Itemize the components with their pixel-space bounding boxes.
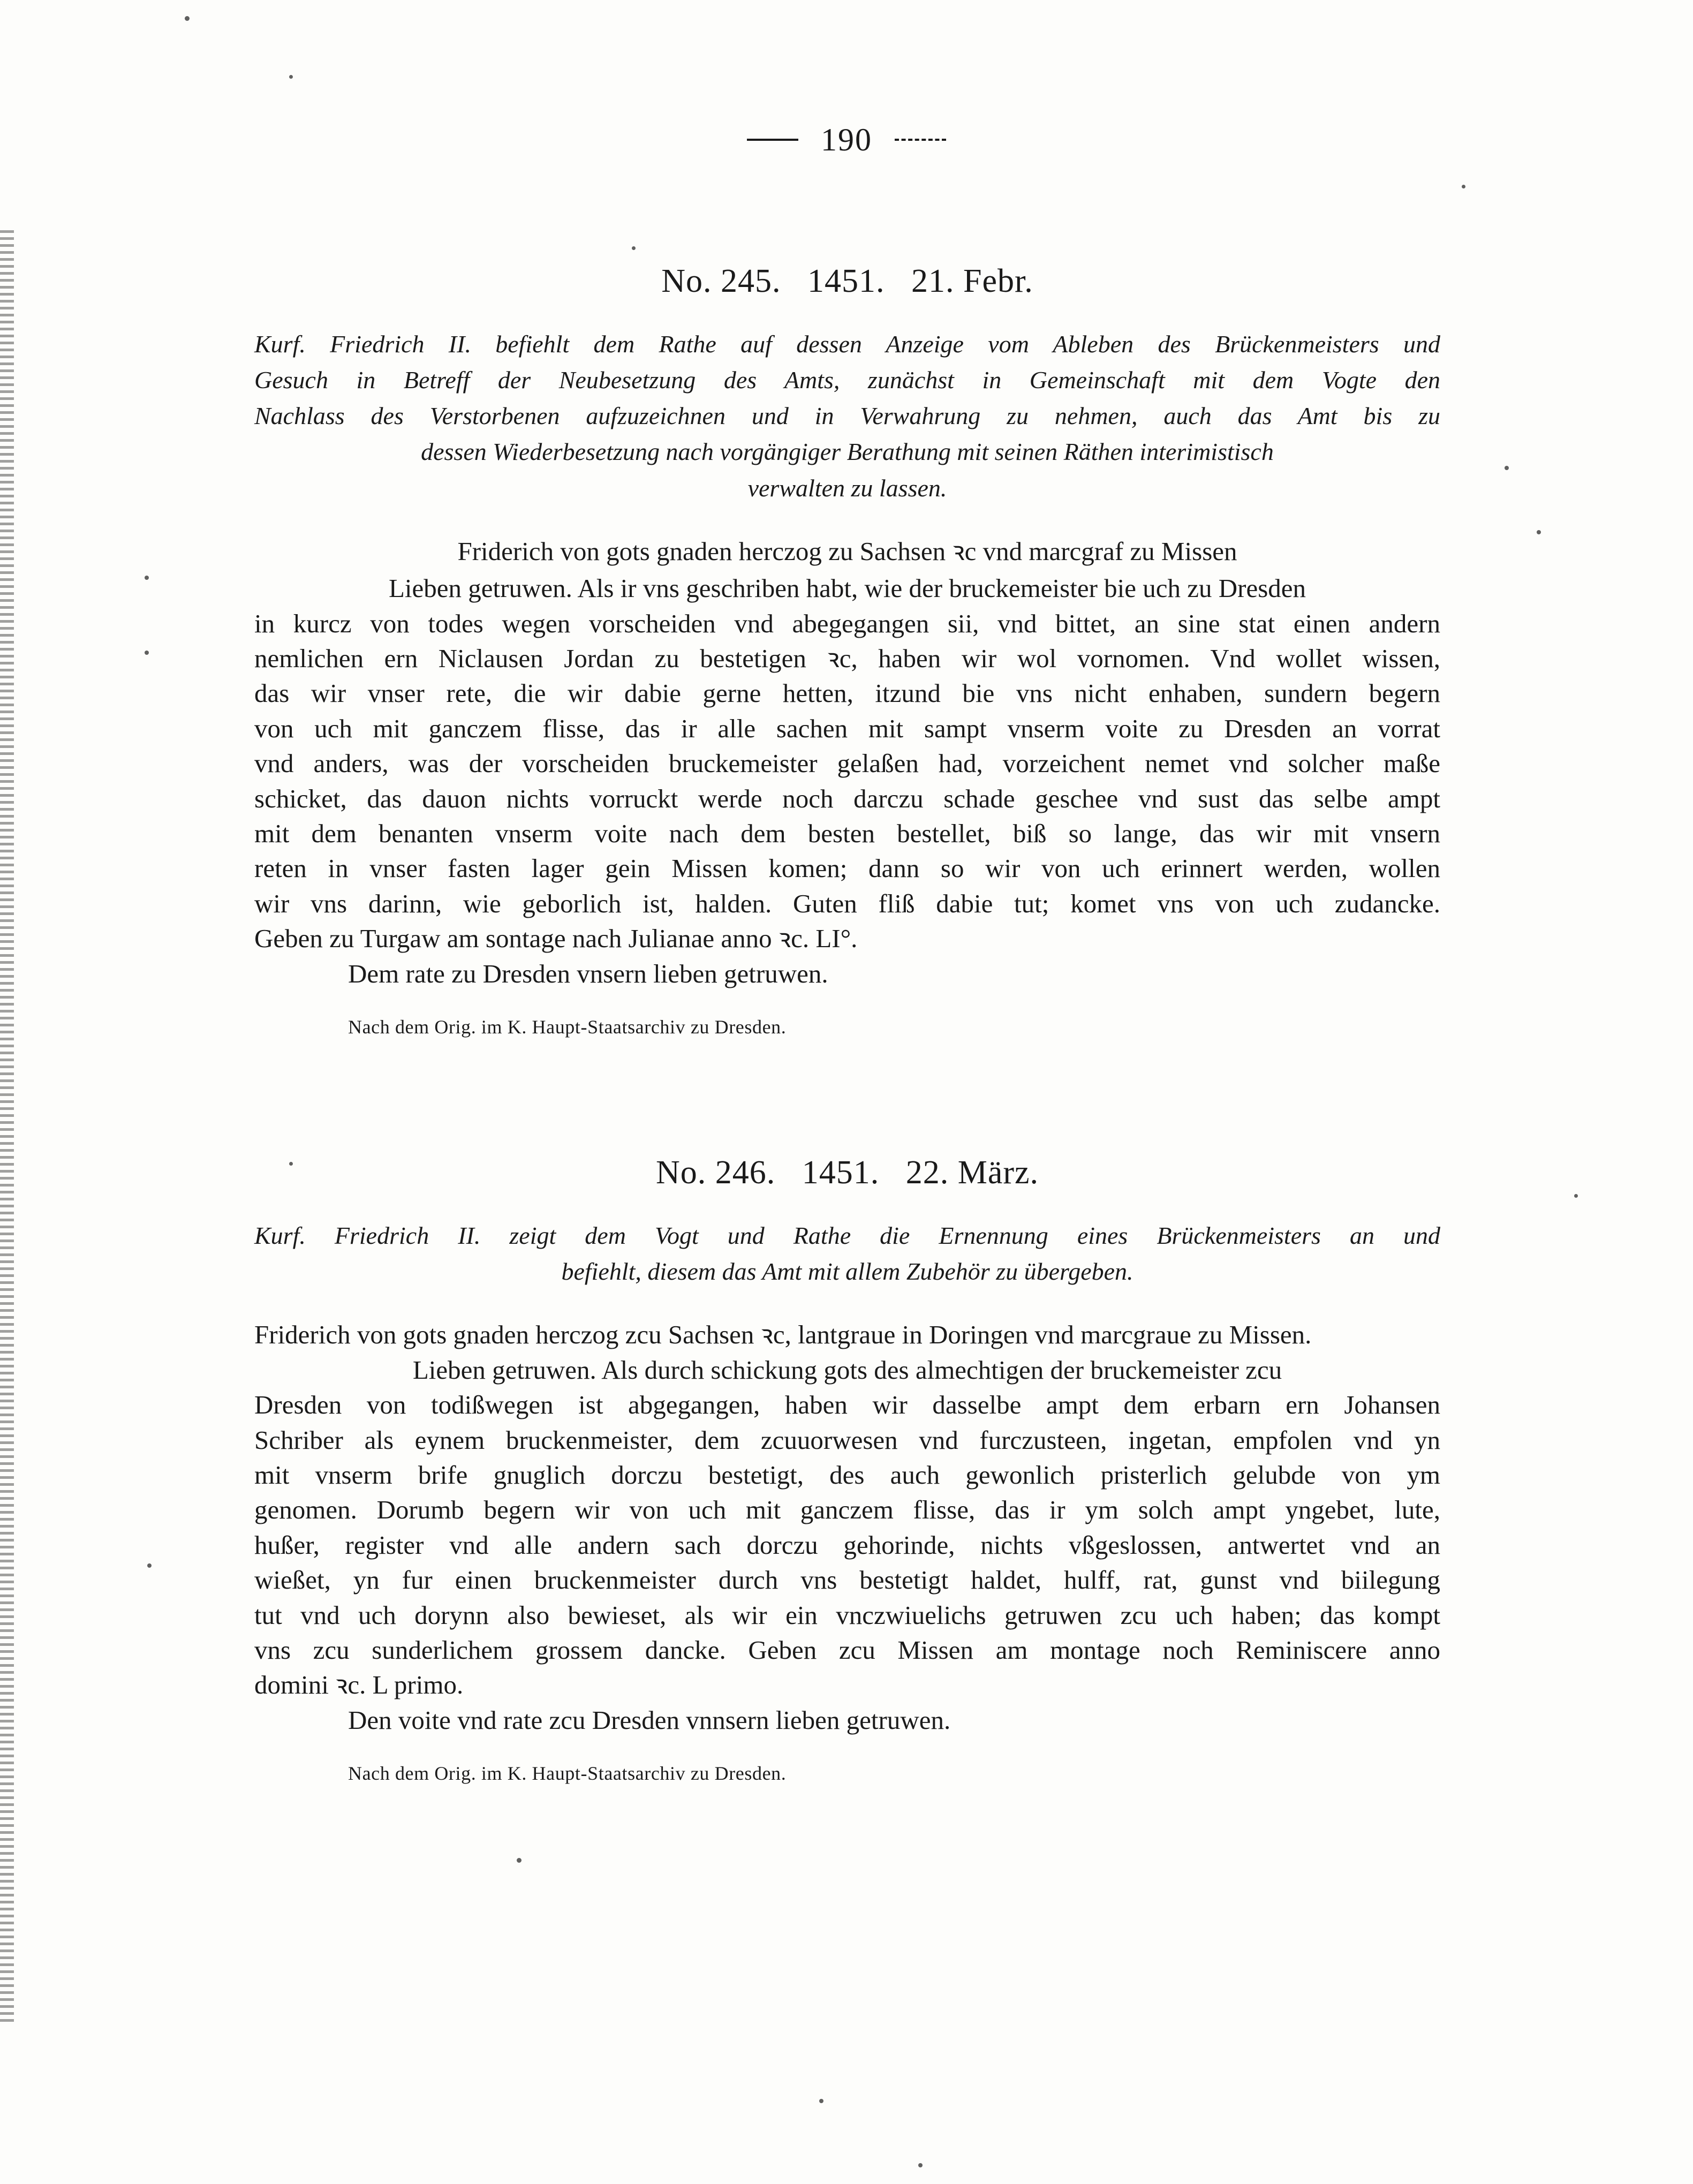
document-address-line: Den voite vnd rate zcu Dresden vnnsern lieben getruwen. (348, 1705, 951, 1735)
body-line: genomen. Dorumb begern wir von uch mit ganczem flisse, das ir ym solch ampt yngebet, lute, (254, 1495, 1440, 1525)
rule-left-decoration (747, 139, 798, 141)
body-line: reten in vnser fasten lager gein Missen komen; dann so wir von uch erinnert werden, wollen (254, 853, 1440, 883)
rule-right-decoration (895, 139, 946, 141)
regest-line: befiehlt, diesem das Amt mit allem Zubehör zu übergeben. (561, 1258, 1133, 1286)
body-line: in kurcz von todes wegen vorscheiden vnd abegegangen sii, vnd bittet, an sine stat einen andern (254, 608, 1440, 638)
regest-line: dessen Wiederbesetzung nach vorgängiger Berathung mit seinen Räthen interimistisch (421, 438, 1274, 466)
document-source-note: Nach dem Orig. im K. Haupt-Staatsarchiv zu Dresden. (348, 1763, 787, 1785)
document-entry-245 (254, 262, 1440, 1038)
body-line: Schriber als eynem bruckenmeister, dem zcuuorwesen vnd furczusteen, ingetan, empfolen vnd yn (254, 1425, 1440, 1455)
body-line: von uch mit ganczem flisse, das ir alle sachen mit sampt vnserm voite zu Dresden an vorrat (254, 713, 1440, 743)
document-salutation: Friderich von gots gnaden herczog zu Sachsen ꝛc vnd marcgraf zu Missen (457, 536, 1237, 566)
regest-line: Kurf. Friedrich II. befiehlt dem Rathe auf dessen Anzeige vom Ableben des Brückenmeisters und (254, 330, 1440, 358)
body-line: nemlichen ern Niclausen Jordan zu bestetigen ꝛc, haben wir wol vornomen. Vnd wollet wissen, (254, 644, 1440, 673)
body-line: wießet, yn fur einen bruckenmeister durch vns bestetigt haldet, hulff, rat, gunst vnd biilegung (254, 1565, 1440, 1595)
document-heading: No. 245. 1451. 21. Febr. (661, 263, 1033, 299)
body-line: Geben zu Turgaw am sontage nach Julianae anno ꝛc. LI°. (254, 924, 858, 954)
body-line: mit dem benanten vnserm voite nach dem besten bestellet, biß so lange, das wir mit vnsern (254, 819, 1440, 849)
body-line: das wir vnser rete, die wir dabie gerne hetten, itzund bie vns nicht enhaben, sundern begern (254, 678, 1440, 708)
document-body (254, 1317, 1440, 1737)
regest-line: Gesuch in Betreff der Neubesetzung des Amts, zunächst in Gemeinschaft mit dem Vogte den (254, 366, 1440, 394)
page-number: 190 (821, 122, 872, 157)
document-salutation: Friderich von gots gnaden herczog zcu Sachsen ꝛc, lantgraue in Doringen vnd marcgraue zu Missen. (254, 1320, 1312, 1350)
regest-line: verwalten zu lassen. (747, 474, 947, 502)
body-line: wir vns darinn, wie geborlich ist, halden. Guten fliß dabie tut; komet vns von uch zudancke. (254, 888, 1440, 918)
document-entry-246 (254, 1154, 1440, 1785)
body-line: mit vnserm brife gnuglich dorczu bestetigt, des auch gewonlich pristerlich gelubde von ym (254, 1460, 1440, 1490)
regest-line: Kurf. Friedrich II. zeigt dem Vogt und Rathe die Ernennung eines Brückenmeisters an und (254, 1222, 1440, 1249)
document-body (254, 534, 1440, 991)
body-line: schicket, das dauon nichts vorruckt werde noch darczu schade geschee vnd sust das selbe ampt (254, 783, 1440, 813)
document-regest (254, 326, 1440, 506)
document-regest (254, 1218, 1440, 1289)
body-line: Dresden von todißwegen ist abgegangen, haben wir dasselbe ampt dem erbarn ern Johansen (254, 1390, 1440, 1420)
document-heading: No. 246. 1451. 22. März. (655, 1154, 1039, 1191)
running-head (0, 112, 1693, 158)
body-line: hußer, register vnd alle andern sach dorczu gehorinde, nichts vßgeslossen, antwertet vnd an (254, 1530, 1440, 1560)
body-line: vnd anders, was der vorscheiden bruckemeister gelaßen had, vorzeichent nemet vnd solcher maße (254, 749, 1440, 779)
body-line: domini ꝛc. L primo. (254, 1670, 464, 1700)
body-line: Lieben getruwen. Als ir vns geschriben habt, wie der bruckemeister bie uch zu Dresden (388, 573, 1306, 603)
document-source-note: Nach dem Orig. im K. Haupt-Staatsarchiv zu Dresden. (348, 1016, 787, 1038)
body-line: Lieben getruwen. Als durch schickung gots des almechtigen der bruckemeister zcu (412, 1355, 1282, 1385)
document-address-line: Dem rate zu Dresden vnsern lieben getruwen. (348, 958, 828, 988)
body-line: vns zcu sunderlichem grossem dancke. Geben zcu Missen am montage noch Reminiscere anno (254, 1635, 1440, 1665)
body-line: tut vnd uch dorynn also bewieset, als wir ein vnczwiuelichs getruwen zcu uch haben; das kompt (254, 1600, 1440, 1630)
regest-line: Nachlass des Verstorbenen aufzuzeichnen und in Verwahrung zu nehmen, auch das Amt bis zu (254, 402, 1440, 430)
